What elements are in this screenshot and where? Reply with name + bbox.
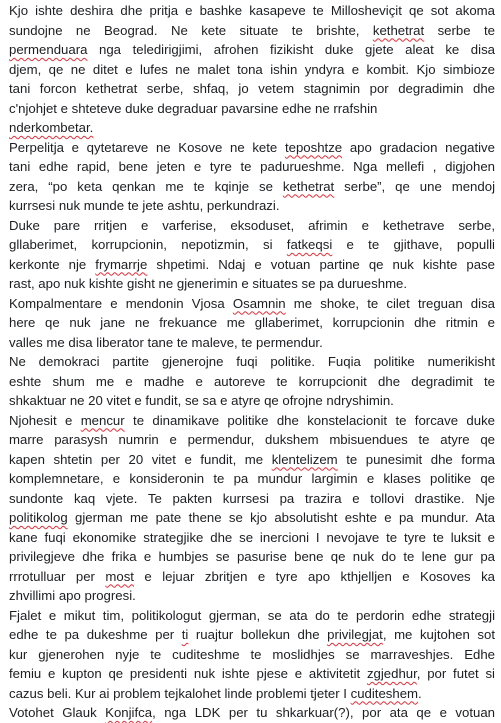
text-line	[9, 60, 495, 80]
text-segment: rast, apo nuk kishte gisht ne gjenerimin e situates se pa durueshme.	[9, 276, 408, 291]
text-segment: Ne demokraci partite gjenerojne fuqi politike. Fuqia politike numerikisht	[9, 354, 495, 369]
text-line	[9, 138, 495, 158]
text-line	[9, 547, 495, 567]
text-line	[9, 196, 495, 216]
text-segment: sundonte kaq vjete. Te pakten kurrsesi pa trazira e tollovi drastike. Nje	[9, 490, 495, 506]
misspelled-word: kethetrat	[372, 22, 425, 38]
text-segment: te dinamikave politike dhe konstelacionit te forcave duke	[124, 412, 495, 428]
text-segment: ruajtur bollekun dhe	[188, 627, 328, 642]
text-segment: e te gjithave, populli	[332, 237, 495, 252]
text-segment: eshte shum me e madhe e autoreve te korrupcionit dhe degradimit te	[9, 373, 495, 389]
text-line	[9, 21, 495, 41]
text-segment: komplemnetare, e konsideronin te pa mundur largimin e klases politike qe	[9, 471, 495, 486]
text-line	[9, 625, 495, 645]
text-line	[9, 216, 495, 236]
text-line	[9, 79, 495, 99]
misspelled-word: klentelizem	[271, 451, 338, 467]
misspelled-word: permenduara	[9, 42, 88, 57]
text-line	[9, 274, 495, 294]
text-line	[9, 411, 495, 431]
text-line	[9, 508, 495, 528]
text-segment: here qe nuk jane ne frekuance me gllaberimet, korrupcionin dhe ritmin e	[9, 315, 495, 330]
text-segment: kapen shtetin per 20 vitet e fundit, me	[9, 451, 272, 467]
text-line	[9, 372, 495, 392]
text-line	[9, 118, 495, 138]
misspelled-word: ti	[181, 627, 189, 642]
misspelled-word: privilegjat	[327, 627, 383, 642]
text-line	[9, 99, 495, 119]
text-segment: marre parasysh numrin e permendur, dukshem mbisuendues te atyre qe	[9, 432, 495, 447]
text-line	[9, 235, 495, 255]
text-line	[9, 645, 495, 665]
text-line	[9, 352, 495, 372]
text-line	[9, 1, 495, 21]
text-segment: apo gradacion negative	[342, 139, 495, 155]
misspelled-word: zgjedhur	[366, 666, 417, 681]
text-segment: kurrsesi nuk munde te jete ashtu, perkundrazi.	[9, 198, 280, 213]
text-line	[9, 684, 495, 704]
misspelled-word: kethetrat	[282, 178, 335, 194]
text-segment: te punesimit dhe forma	[337, 451, 496, 467]
text-segment: zhvillimi apo progresi.	[9, 588, 136, 603]
text-line	[9, 528, 495, 548]
text-segment: sundojne ne Beograd. Ne kete situate te brishte,	[9, 22, 373, 38]
text-segment: Perpelitja e qytetareve ne Kosove ne kete	[9, 139, 285, 155]
misspelled-word: frymarrje	[95, 256, 148, 272]
text-line	[9, 313, 495, 333]
text-segment: djem, qe ne ditet e lufes ne malet tona ishin yndyra e kombit. Kjo simbioze	[9, 61, 495, 77]
text-segment: Fjalet e mikut tim, politikologut gjerman, se ata do te perdorin edhe strategji	[9, 607, 495, 623]
text-segment: edhe te pa dukeshme per	[9, 627, 182, 642]
text-segment: kur gjenerohen nyje te cuditeshme te moslidhjes se marraveshjes. Edhe	[9, 646, 495, 662]
text-segment: nga teledirigjimi, afrohen fizikisht duke gjete aleat ke disa	[87, 42, 495, 57]
text-line	[9, 586, 495, 606]
text-segment: tani forcon kethetrat serbe, shfaq, jo vetem stagnimin por degradimin dhe	[9, 81, 495, 96]
text-line	[9, 333, 495, 353]
text-segment: cazus beli. Kur ai problem tejkalohet linde problemi tjeter I	[9, 685, 351, 701]
text-line	[9, 177, 495, 197]
text-line	[9, 255, 495, 275]
text-segment: shpetimi. Ndaj e votuan partine qe nuk kishte pase	[147, 256, 495, 272]
text-segment: serbe te	[424, 22, 495, 38]
misspelled-word: Osamnin	[232, 295, 286, 311]
text-line	[9, 450, 495, 470]
text-segment: valles me disa liberator tane te maleve, te permendur.	[9, 334, 323, 350]
text-segment: Duke pare rritjen e varferise, eksoduset, afrimin e kethetrave serbe,	[9, 217, 495, 233]
text-segment: gjerman me pate thene se kjo absolutisht eshte e pa mundur. Ata	[67, 510, 495, 525]
text-line	[9, 606, 495, 626]
text-segment: Kjo ishte deshira dhe pritja e bashke kasapeve te Millosheviçit qe sot akoma	[9, 3, 495, 18]
text-segment: me shoke, te cilet treguan disa	[285, 295, 495, 311]
text-segment: e lejuar zbritjen e tyre apo kthjelljen e Kosoves ka	[133, 568, 495, 584]
text-line	[9, 489, 495, 509]
text-segment: femiu e kupton qe presidenti nuk ishte pjese e aktivitetit	[9, 666, 367, 681]
text-segment: rrrotulluar per	[9, 568, 106, 584]
text-line	[9, 40, 495, 60]
text-segment: gllaberimet, korrupcionin, nepotizmin, si	[9, 237, 287, 252]
text-segment: , por futet si	[416, 666, 495, 681]
text-segment: serbe”, qe une mendoj	[334, 178, 495, 194]
misspelled-word: most	[105, 568, 134, 584]
text-segment: c'njohjet e shteteve duke degraduar pavarsine edhe ne rrafshin	[9, 100, 378, 116]
text-segment: zera, “po keta qenkan me te kqinje se	[9, 178, 283, 194]
text-line	[9, 567, 495, 587]
text-segment: Njohesit e	[9, 412, 81, 428]
text-segment: , nga LDK per tu shkarkuar(?), por ata qe e votuan	[152, 705, 495, 720]
text-segment: kerkonte nje	[9, 256, 96, 272]
text-segment: Kompalmentare e mendonin Vjosa	[9, 295, 233, 311]
text-line	[9, 469, 495, 489]
text-segment: Votohet Glauk	[9, 705, 106, 720]
text-segment: , me kujtohen sot	[382, 627, 495, 642]
text-line	[9, 157, 495, 177]
text-segment: kane fuqi ekonomike strategjike dhe se inercioni I nevojave te tyre te luksit e	[9, 529, 495, 545]
text-segment: tani edhe rapid, bene jeten e tyre te padurueshme. Nga mellefi , digjohen	[9, 159, 495, 174]
misspelled-word: teposhtze	[284, 139, 343, 155]
text-segment: privilegjeve dhe frika e humbjes se pasurise bene qe nuk do te lene gur pa	[9, 549, 495, 564]
text-line	[9, 391, 495, 411]
misspelled-word: mencur	[80, 412, 125, 428]
text-line	[9, 664, 495, 684]
text-segment: shkaktuar ne 20 vitet e fundit, se sa e atyre qe ofrojne ndryshimin.	[9, 393, 394, 408]
text-line	[9, 294, 495, 314]
misspelled-word: cuditeshem	[350, 685, 419, 701]
misspelled-word: Konjifca	[105, 705, 153, 720]
text-line	[9, 703, 495, 723]
text-segment: .	[418, 685, 422, 701]
misspelled-word: fatkeqsi	[286, 237, 333, 252]
misspelled-word: nderkombetar.	[9, 120, 94, 135]
text-line	[9, 430, 495, 450]
misspelled-word: politikolog	[9, 510, 68, 525]
